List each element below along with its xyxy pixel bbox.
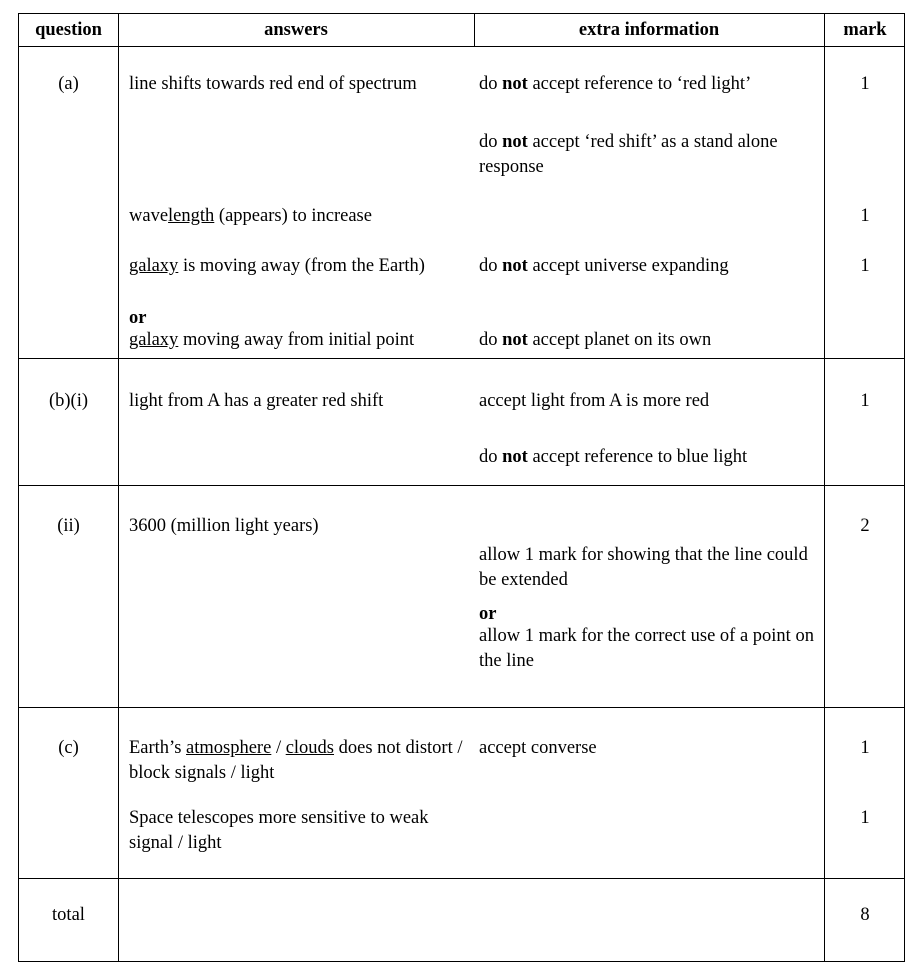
row-a-answer-4-underlined: galaxy xyxy=(129,330,179,350)
row-ii-answer-1: 3600 (million light years) xyxy=(129,516,319,536)
row-a-extra-4-prefix: do xyxy=(479,330,503,350)
row-a-extra-1-suffix: accept reference to ‘red light’ xyxy=(527,74,752,94)
row-bi-answer-1: light from A has a greater red shift xyxy=(129,391,384,411)
row-a-extra-1-bold: not xyxy=(502,74,528,94)
row-a-extra-2-suffix: accept ‘red shift’ as a stand alone response xyxy=(479,132,778,177)
row-divider-c xyxy=(19,878,904,879)
row-a-extra-3-suffix: accept universe expanding xyxy=(527,256,729,276)
header-extra-information: extra information xyxy=(578,20,720,40)
row-a-question: (a) xyxy=(58,74,79,94)
row-a-extra-2-bold: not xyxy=(502,132,528,152)
row-a-answer-2-suffix: (appears) to increase xyxy=(214,206,372,226)
row-a-mark-1: 1 xyxy=(860,74,870,94)
row-a-answer-3-underlined: galaxy xyxy=(129,256,179,276)
row-total-mark: 8 xyxy=(860,905,870,925)
row-a-answer-1: line shifts towards red end of spectrum xyxy=(129,74,417,94)
row-a-extra-3 xyxy=(474,254,824,279)
row-bi-extra-2-suffix: accept reference to blue light xyxy=(527,447,748,467)
row-a-answer-4 xyxy=(118,328,474,353)
row-bi-question: (b)(i) xyxy=(48,391,89,411)
row-bi-mark-1: 1 xyxy=(860,391,870,411)
row-a-extra-3-bold: not xyxy=(502,256,528,276)
row-c-answer-2: Space telescopes more sensitive to weak signal / light xyxy=(129,808,429,853)
row-c-question: (c) xyxy=(58,738,79,758)
row-a-extra-4-bold: not xyxy=(502,330,528,350)
row-divider-bi xyxy=(19,485,904,486)
row-c-answer-1 xyxy=(118,736,474,786)
row-a-answer-4-suffix: moving away from initial point xyxy=(178,330,415,350)
row-ii-mark-1: 2 xyxy=(860,516,870,536)
header-question: question xyxy=(35,20,102,40)
row-ii-extra-2: allow 1 mark for the correct use of a point on the line xyxy=(479,626,814,671)
row-a-extra-4-suffix: accept planet on its own xyxy=(527,330,712,350)
row-total-label: total xyxy=(52,905,85,925)
row-ii-question: (ii) xyxy=(57,516,80,536)
row-a-answer-3 xyxy=(118,254,474,279)
row-c-answer-1-underlined-clouds: clouds xyxy=(285,738,335,758)
row-a-answer-or: or xyxy=(129,308,147,328)
row-c-answer-1-prefix: Earth’s xyxy=(129,738,187,758)
row-ii-extra-1: allow 1 mark for showing that the line could be extended xyxy=(479,545,808,590)
header-answers: answers xyxy=(264,20,328,40)
row-divider-header xyxy=(19,46,904,47)
row-c-answer-1-separator: / xyxy=(271,738,286,758)
row-bi-extra-2-bold: not xyxy=(502,447,528,467)
row-a-mark-3: 1 xyxy=(860,256,870,276)
row-a-extra-4 xyxy=(474,328,824,353)
row-bi-extra-1: accept light from A is more red xyxy=(479,391,710,411)
row-c-answer-1-suffix: does not distort / block signals / light xyxy=(129,738,463,783)
row-a-mark-2: 1 xyxy=(860,206,870,226)
row-divider-a xyxy=(19,358,904,359)
row-ii-extra-or: or xyxy=(479,604,497,624)
row-c-mark-1: 1 xyxy=(860,738,870,758)
row-divider-ii xyxy=(19,707,904,708)
row-c-extra-1: accept converse xyxy=(479,738,597,758)
row-a-extra-2-prefix: do xyxy=(479,132,503,152)
row-a-extra-2 xyxy=(474,130,824,180)
row-a-answer-2 xyxy=(118,204,474,229)
row-a-answer-2-underlined: length xyxy=(168,206,215,226)
row-a-extra-1 xyxy=(474,72,824,97)
row-a-answer-2-prefix: wave xyxy=(129,206,169,226)
row-bi-extra-2-prefix: do xyxy=(479,447,503,467)
row-a-extra-3-prefix: do xyxy=(479,256,503,276)
row-a-extra-1-prefix: do xyxy=(479,74,503,94)
row-a-answer-3-suffix: is moving away (from the Earth) xyxy=(178,256,425,276)
row-bi-extra-2 xyxy=(474,445,824,470)
mark-scheme-table xyxy=(18,13,905,962)
header-mark: mark xyxy=(843,20,887,40)
row-c-answer-1-underlined-atmosphere: atmosphere xyxy=(186,738,272,758)
row-c-mark-2: 1 xyxy=(860,808,870,828)
